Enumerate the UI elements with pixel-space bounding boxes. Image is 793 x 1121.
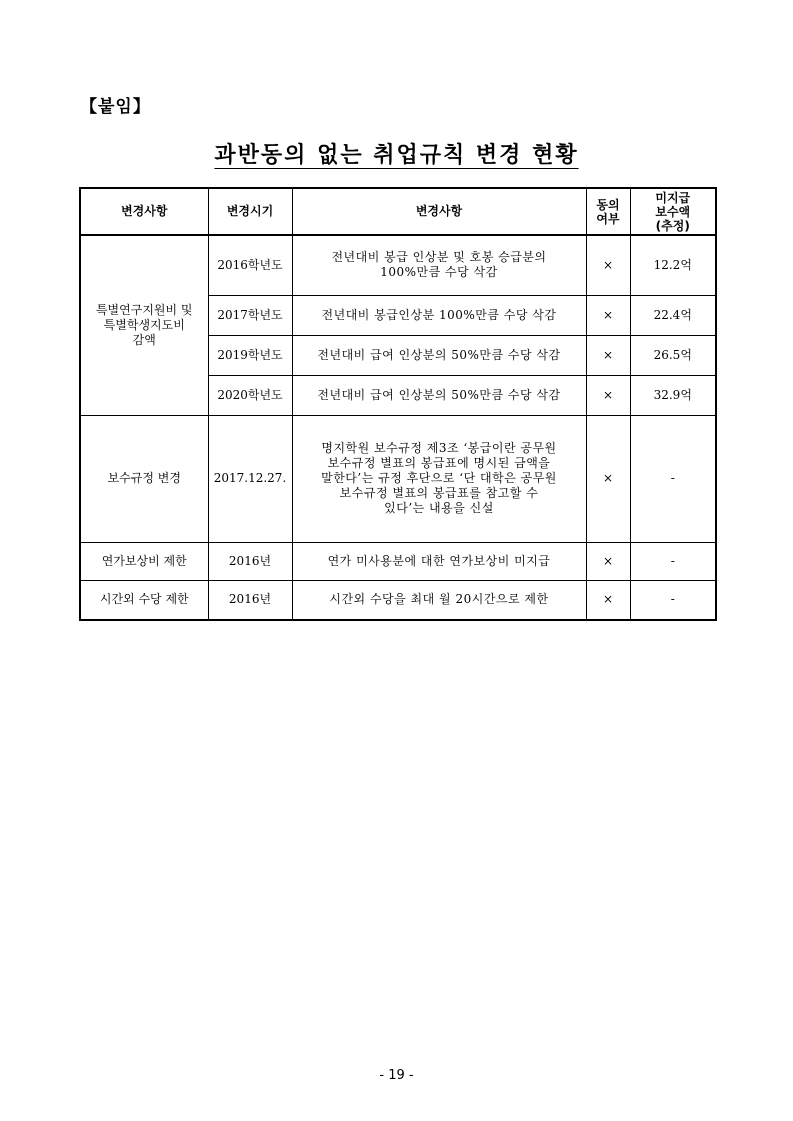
cell-time: 2017학년도 xyxy=(208,295,292,335)
cell-detail: 전년대비 봉급인상분 100%만큼 수당 삭감 xyxy=(292,295,586,335)
header-change-detail: 변경사항 xyxy=(292,188,586,235)
cell-time: 2017.12.27. xyxy=(208,415,292,542)
cell-time: 2016학년도 xyxy=(208,235,292,295)
cell-detail: 명지학원 보수규정 제3조 ‘봉급이란 공무원 보수규정 별표의 봉급표에 명시된 금액을 말한다’는 규정 후단으로 ‘단 대학은 공무원 보수규정 별표의 봉급표를 참고할 수 있다’는 내용을 신설 xyxy=(292,415,586,542)
cell-detail: 전년대비 급여 인상분의 50%만큼 수당 삭감 xyxy=(292,335,586,375)
cell-detail: 연가 미사용분에 대한 연가보상비 미지급 xyxy=(292,542,586,580)
table-header-row xyxy=(80,188,716,235)
cell-amount: 22.4억 xyxy=(630,295,716,335)
table-row xyxy=(80,580,716,620)
group-item-overtime: 시간외 수당 제한 xyxy=(80,580,208,620)
header-unpaid-amount: 미지급 보수액 (추정) xyxy=(630,188,716,235)
cell-consent: × xyxy=(586,542,630,580)
cell-consent: × xyxy=(586,235,630,295)
header-change-time: 변경시기 xyxy=(208,188,292,235)
cell-consent: × xyxy=(586,335,630,375)
cell-amount: - xyxy=(630,580,716,620)
document-title xyxy=(0,138,793,169)
page-number: - 19 - xyxy=(379,1068,414,1083)
cell-amount: 26.5억 xyxy=(630,335,716,375)
cell-amount: 12.2억 xyxy=(630,235,716,295)
cell-consent: × xyxy=(586,375,630,415)
cell-detail: 시간외 수당을 최대 월 20시간으로 제한 xyxy=(292,580,586,620)
cell-detail: 전년대비 봉급 인상분 및 호봉 승급분의 100%만큼 수당 삭감 xyxy=(292,235,586,295)
cell-amount: - xyxy=(630,542,716,580)
cell-consent: × xyxy=(586,580,630,620)
cell-consent: × xyxy=(586,415,630,542)
header-change-item: 변경사항 xyxy=(80,188,208,235)
cell-consent: × xyxy=(586,295,630,335)
cell-time: 2016년 xyxy=(208,542,292,580)
group-item-leave-compensation: 연가보상비 제한 xyxy=(80,542,208,580)
group-item-allowance: 특별연구지원비 및 특별학생지도비 감액 xyxy=(80,235,208,415)
cell-time: 2016년 xyxy=(208,580,292,620)
table-row xyxy=(80,415,716,542)
attachment-label: 【붙임】 xyxy=(80,97,151,117)
table-row xyxy=(80,542,716,580)
group-item-pay-rule: 보수규정 변경 xyxy=(80,415,208,542)
header-consent: 동의 여부 xyxy=(586,188,630,235)
cell-time: 2019학년도 xyxy=(208,335,292,375)
cell-detail: 전년대비 급여 인상분의 50%만큼 수당 삭감 xyxy=(292,375,586,415)
cell-amount: - xyxy=(630,415,716,542)
cell-time: 2020학년도 xyxy=(208,375,292,415)
table-row xyxy=(80,235,716,295)
rule-change-table xyxy=(79,187,717,621)
cell-amount: 32.9억 xyxy=(630,375,716,415)
document-title-text: 과반동의 없는 취업규칙 변경 현황 xyxy=(214,143,579,168)
